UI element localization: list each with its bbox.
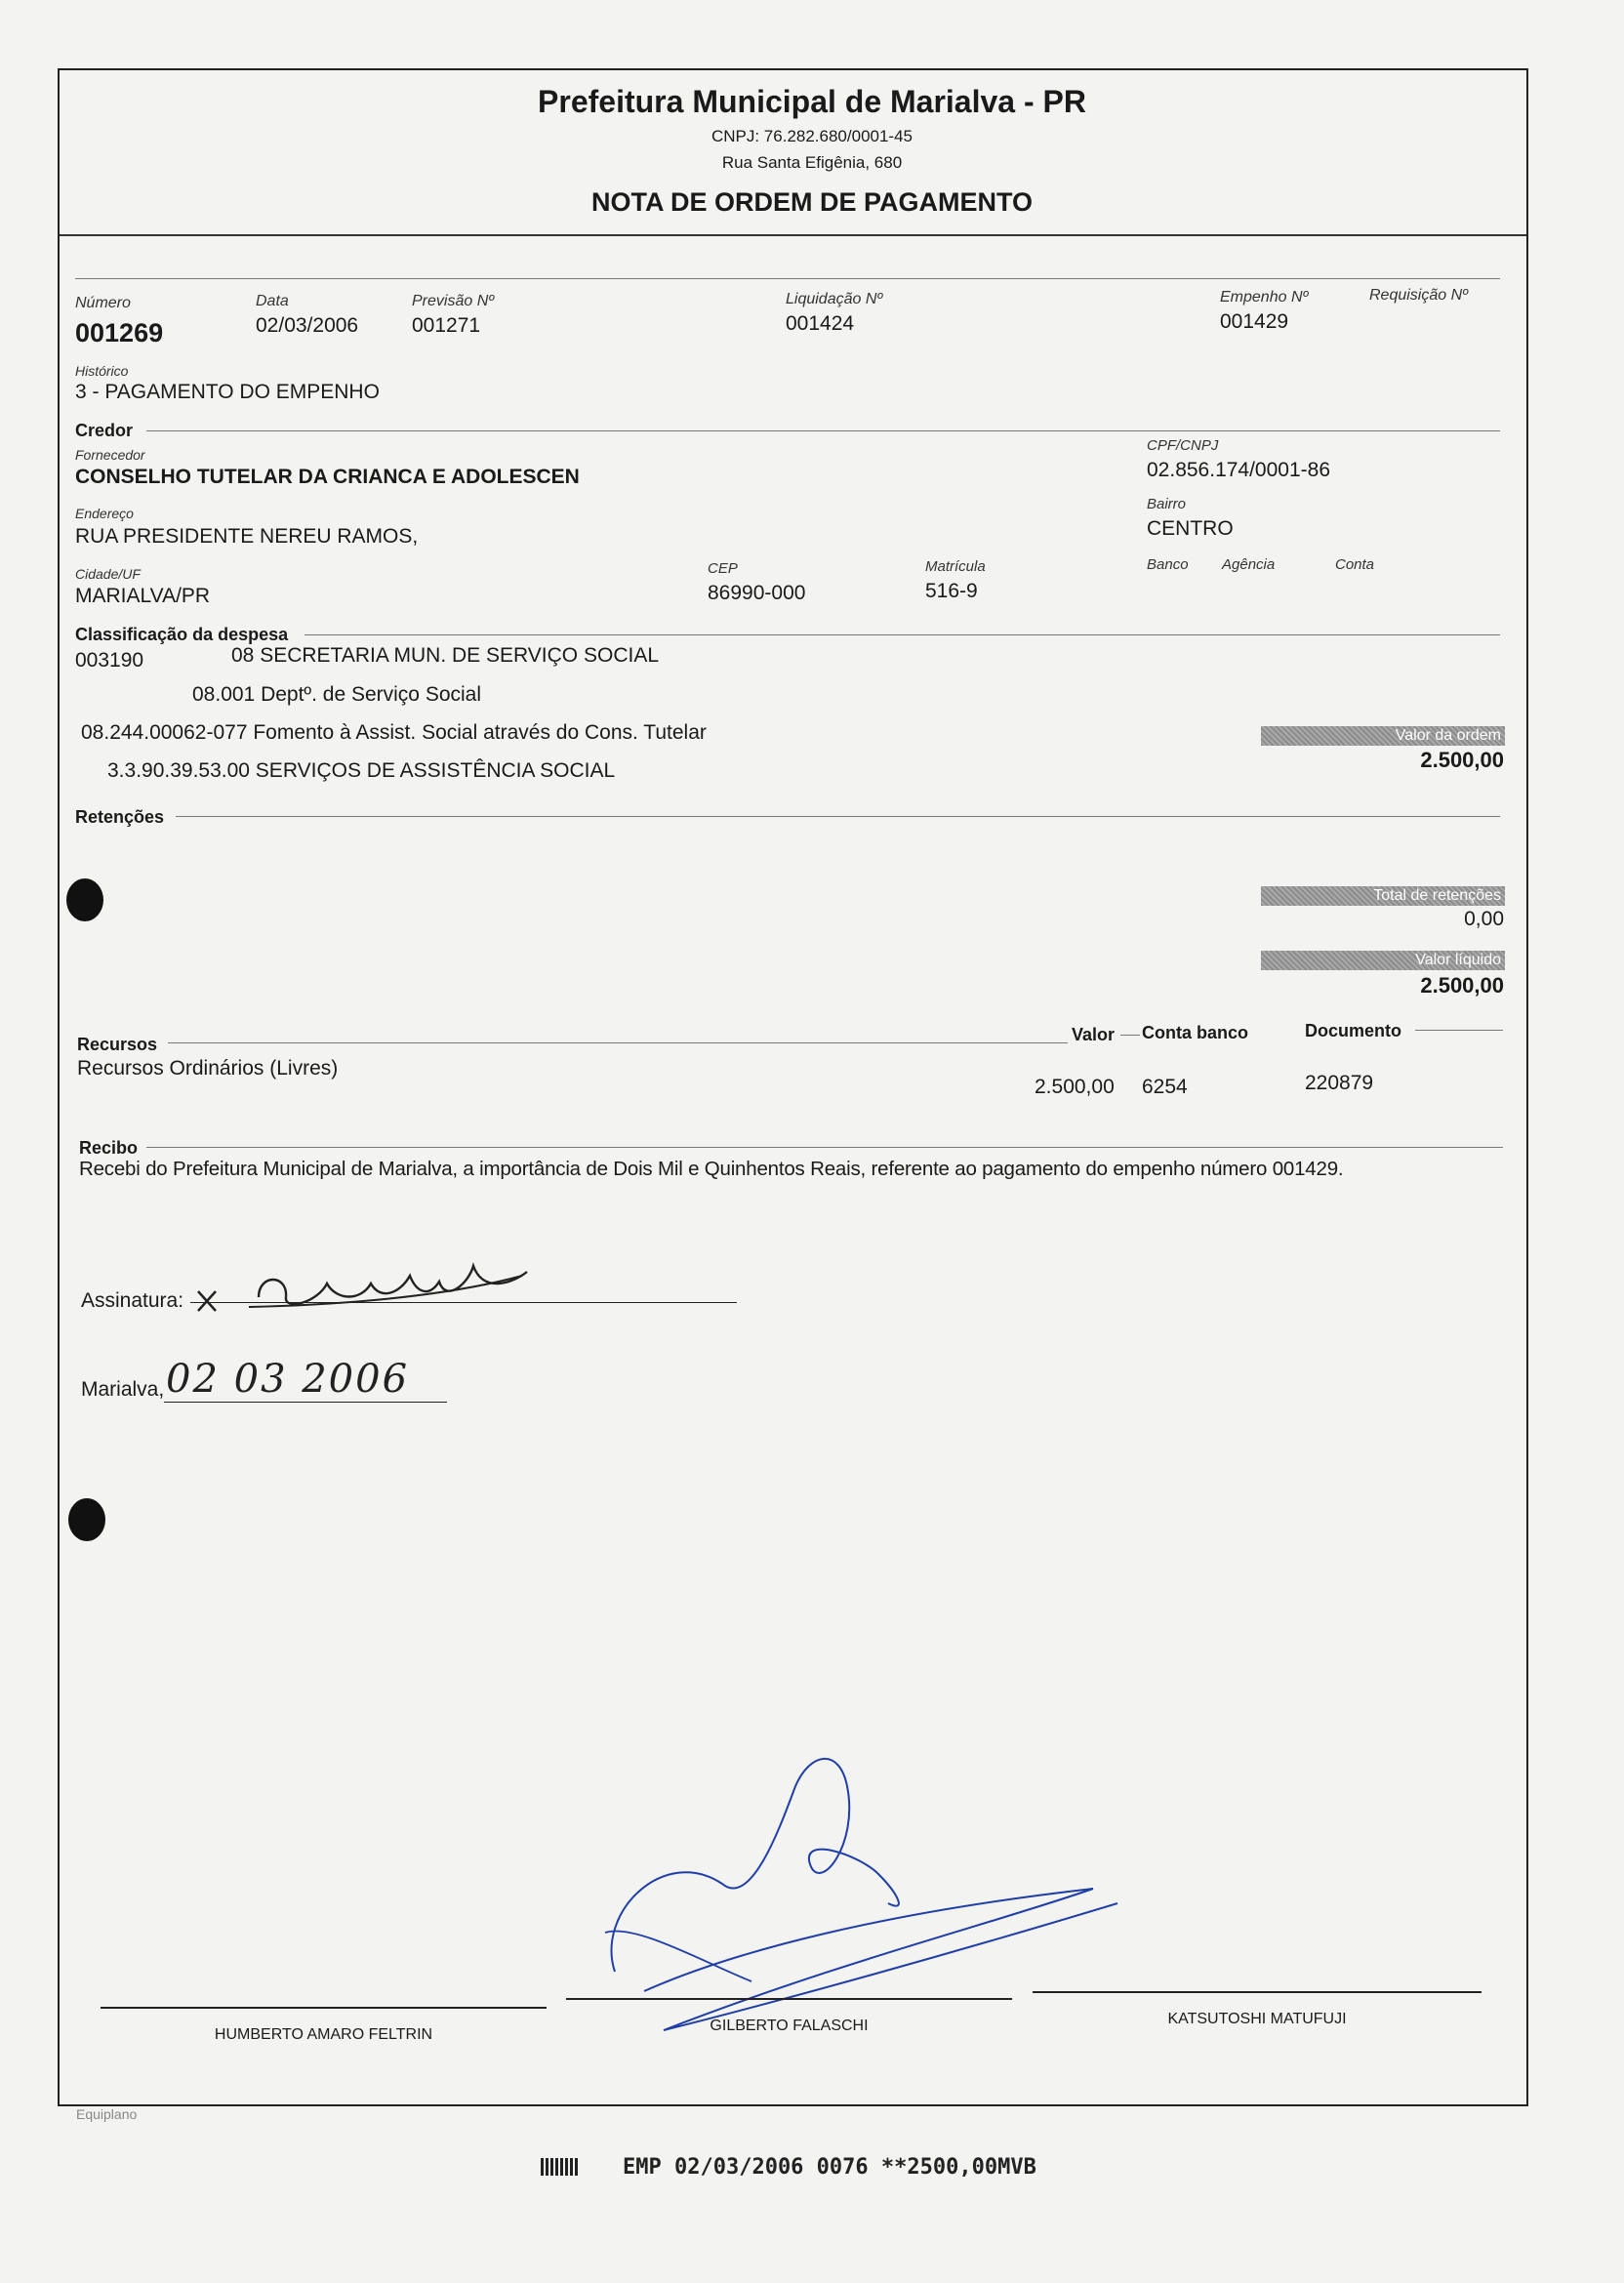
- ids-top-rule: [75, 278, 1500, 279]
- signatory-3: KATSUTOSHI MATUFUJI: [1167, 2011, 1347, 2027]
- previsao-value: 001271: [412, 314, 481, 337]
- signature-line-2: [566, 1998, 1012, 2000]
- credor-section: Credor: [75, 421, 134, 440]
- recursos-documento: 220879: [1305, 1072, 1374, 1094]
- recursos-conta-label: Conta banco: [1142, 1023, 1249, 1042]
- punch-hole: [68, 1498, 105, 1541]
- municipality-title: Prefeitura Municipal de Marialva - PR: [538, 84, 1086, 119]
- recursos-rule: [168, 1042, 1068, 1043]
- historico-value: 3 - PAGAMENTO DO EMPENHO: [75, 381, 380, 403]
- banco-label: Banco: [1147, 556, 1189, 573]
- requisicao-label: Requisição Nº: [1369, 287, 1468, 304]
- recibo-section: Recibo: [79, 1138, 139, 1158]
- retencoes-section: Retenções: [75, 807, 165, 827]
- stamp-barcode: [541, 2158, 580, 2176]
- recibo-signature: [190, 1254, 542, 1323]
- classificacao-line1: 08 SECRETARIA MUN. DE SERVIÇO SOCIAL: [231, 644, 660, 667]
- fornecedor-label: Fornecedor: [75, 447, 145, 463]
- credor-rule: [146, 430, 1500, 431]
- cidade-label: Cidade/UF: [75, 566, 141, 582]
- classificacao-line3: 08.244.00062-077 Fomento à Assist. Social através do Cons. Tutelar: [81, 721, 707, 744]
- document-title: NOTA DE ORDEM DE PAGAMENTO: [590, 187, 1033, 217]
- signatory-2: GILBERTO FALASCHI: [710, 2018, 869, 2034]
- liquidacao-label: Liquidação Nº: [786, 291, 883, 307]
- data-label: Data: [256, 293, 289, 309]
- agencia-label: Agência: [1222, 556, 1276, 573]
- retencoes-rule: [176, 816, 1500, 817]
- valor-ordem-label: Valor da ordem: [1261, 726, 1505, 746]
- classificacao-line4: 3.3.90.39.53.00 SERVIÇOS DE ASSISTÊNCIA SOCIAL: [107, 759, 616, 782]
- recursos-valor-label: Valor: [1072, 1025, 1116, 1044]
- data-value: 02/03/2006: [256, 314, 359, 337]
- total-retencoes-label: Total de retenções: [1261, 886, 1505, 906]
- software-footer: Equiplano: [76, 2106, 138, 2122]
- cnpj-text: CNPJ: 76.282.680/0001-45: [710, 127, 914, 145]
- handwritten-date: 02 03 2006: [166, 1357, 410, 1402]
- cidade-value: MARIALVA/PR: [75, 585, 211, 607]
- recursos-section: Recursos: [77, 1035, 158, 1054]
- bairro-value: CENTRO: [1147, 517, 1234, 540]
- classificacao-code: 003190: [75, 649, 144, 672]
- endereco-label: Endereço: [75, 506, 134, 521]
- recursos-rule-2: [1120, 1035, 1140, 1036]
- local-label: Marialva,: [81, 1378, 165, 1401]
- recibo-rule: [146, 1147, 1503, 1148]
- cpf-value: 02.856.174/0001-86: [1147, 459, 1331, 481]
- cpf-label: CPF/CNPJ: [1147, 437, 1219, 454]
- cep-value: 86990-000: [708, 582, 806, 604]
- numero-value: 001269: [75, 318, 164, 347]
- matricula-value: 516-9: [925, 580, 978, 602]
- endereco-value: RUA PRESIDENTE NEREU RAMOS,: [75, 525, 419, 548]
- numero-label: Número: [75, 295, 131, 311]
- recursos-conta: 6254: [1142, 1076, 1188, 1098]
- total-retencoes-value: 0,00: [1464, 908, 1504, 930]
- recursos-documento-label: Documento: [1305, 1021, 1401, 1040]
- recursos-descricao: Recursos Ordinários (Livres): [77, 1057, 339, 1080]
- conta-label: Conta: [1335, 556, 1375, 573]
- signatory-1: HUMBERTO AMARO FELTRIN: [214, 2026, 433, 2043]
- recibo-text: Recebi do Prefeitura Municipal de Marialva, a importância de Dois Mil e Quinhentos Reais, referente ao pagamento do empenho número 001429.: [79, 1158, 1344, 1180]
- cep-label: CEP: [708, 560, 738, 577]
- empenho-value: 001429: [1220, 310, 1289, 333]
- punch-hole: [66, 878, 103, 921]
- payment-stamp: EMP 02/03/2006 0076 **2500,00MVB: [623, 2155, 1036, 2180]
- classificacao-line2: 08.001 Deptº. de Serviço Social: [192, 683, 482, 706]
- valor-liquido-label: Valor líquido: [1261, 951, 1505, 970]
- date-line: [164, 1402, 447, 1403]
- fornecedor-value: CONSELHO TUTELAR DA CRIANCA E ADOLESCEN: [75, 466, 580, 488]
- assinatura-label: Assinatura:: [81, 1289, 184, 1312]
- empenho-label: Empenho Nº: [1220, 289, 1309, 306]
- header-divider: [60, 234, 1526, 236]
- matricula-label: Matrícula: [925, 558, 986, 575]
- liquidacao-value: 001424: [786, 312, 855, 335]
- recursos-valor: 2.500,00: [1035, 1076, 1115, 1098]
- classificacao-section: Classificação da despesa: [75, 625, 289, 644]
- address-text: Rua Santa Efigênia, 680: [721, 153, 903, 172]
- signature-line-1: [101, 2007, 547, 2009]
- previsao-label: Previsão Nº: [412, 293, 495, 309]
- valor-liquido-value: 2.500,00: [1420, 973, 1504, 998]
- recursos-rule-4: [1415, 1030, 1503, 1031]
- historico-label: Histórico: [75, 363, 129, 379]
- bairro-label: Bairro: [1147, 496, 1187, 512]
- signature-line-3: [1033, 1991, 1482, 1993]
- valor-ordem-value: 2.500,00: [1420, 748, 1504, 772]
- classificacao-rule: [304, 634, 1500, 635]
